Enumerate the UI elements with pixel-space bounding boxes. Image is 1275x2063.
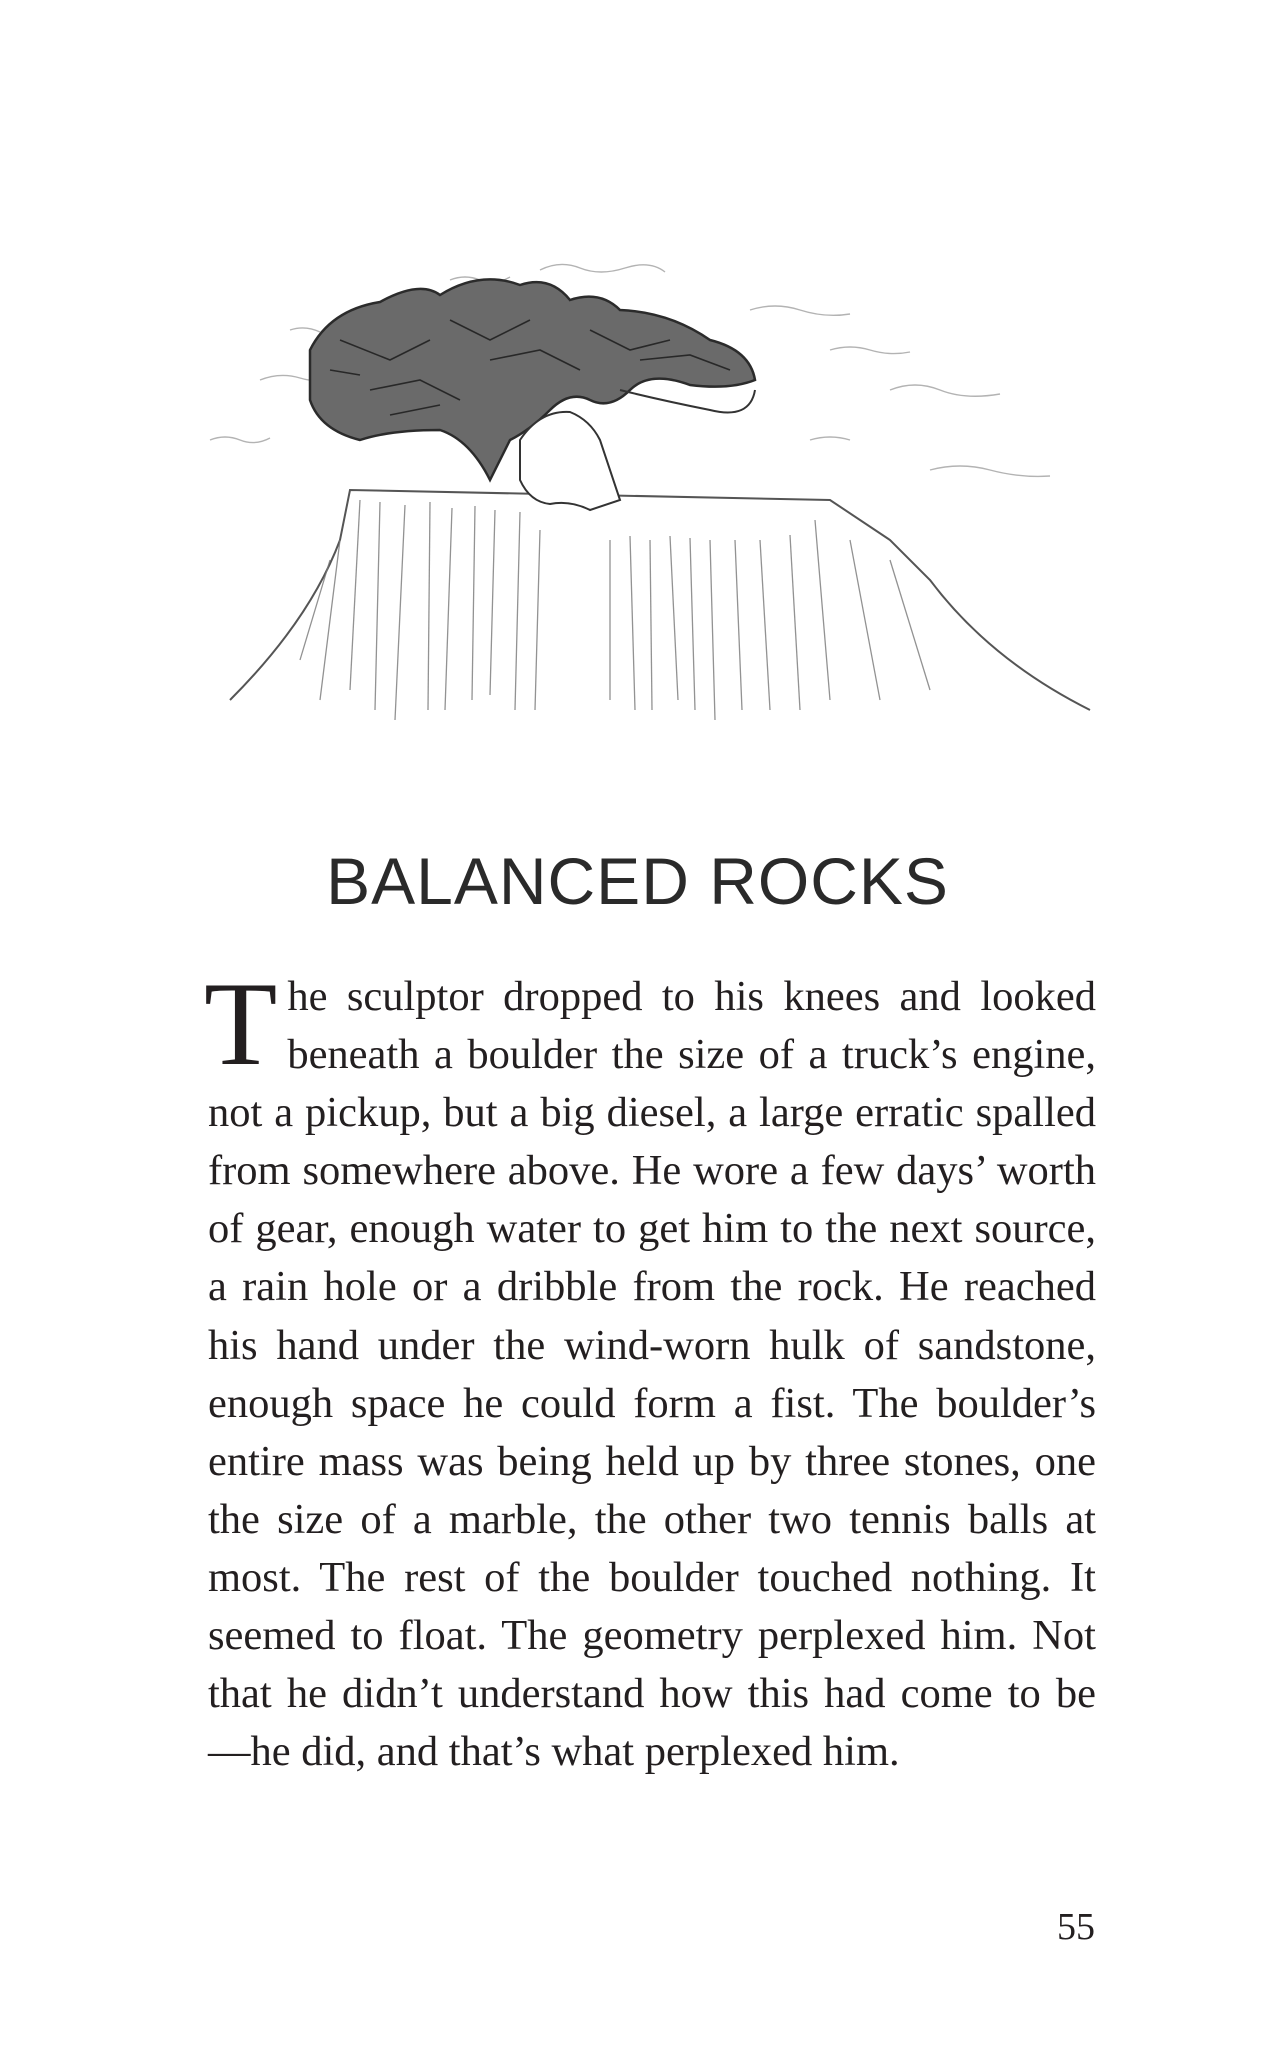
body-paragraph xyxy=(204,957,1096,1781)
page-number: 55 xyxy=(1057,1906,1095,1948)
chapter-title: BALANCED ROCKS xyxy=(326,844,949,918)
body-text: he sculptor dropped to his knees and looked beneath a boulder the size of a truck’s engine, not a pickup, but a big diesel, a large erratic spalled from somewhere above. He wore a few days’ worth of gear, enough water to get him to the next source, a rain hole or a dribble from the rock. He reached his hand under the wind-worn hulk of sandstone, enough space he could form a fist. The boulder’s entire mass was being held up by three stones, one the size of a marble, the other two tennis balls at most. The rest of the boulder touched nothing. It seemed to float. The geometry perplexed him. Not that he didn’t understand how this had come to be—he did, and that’s what perplexed him. xyxy=(208,973,1096,1776)
rock-arch-illustration xyxy=(190,240,1130,760)
drop-cap: T xyxy=(204,957,278,1090)
